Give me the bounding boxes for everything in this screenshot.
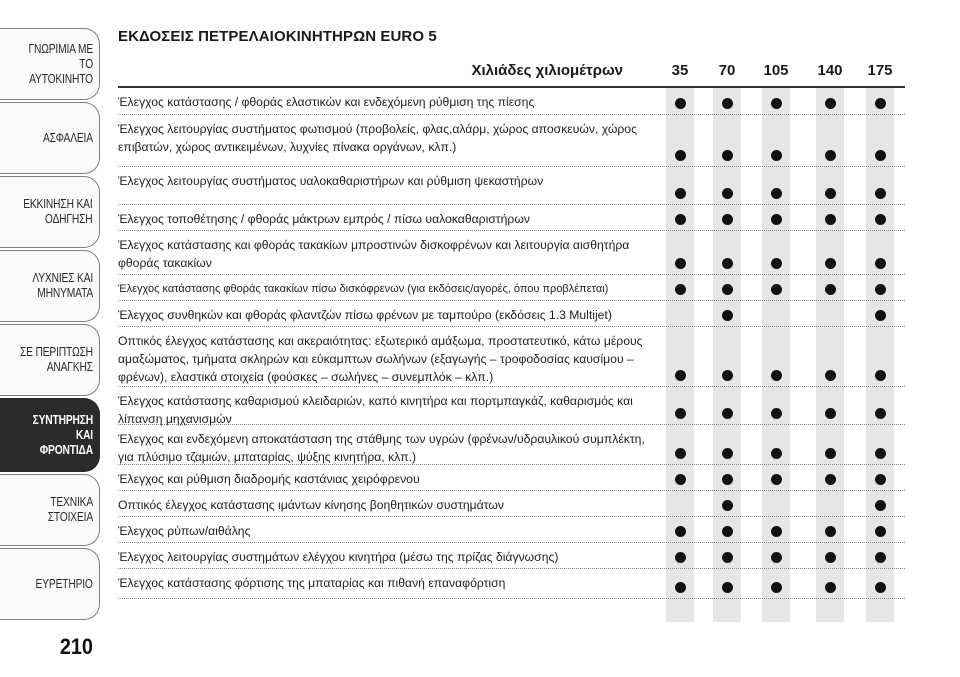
sidebar-tab-5[interactable] bbox=[0, 324, 100, 396]
check-dot-icon bbox=[825, 284, 836, 295]
table-row bbox=[118, 543, 905, 569]
row-description: Οπτικός έλεγχος κατάστασης και ακεραιότητας: εξωτερικό αμάξωμα, προστατευτικό, κάτω μέρους αμαξώματος, τμήματα σκληρών και εύκαμπτων σωλήνων (εξαγωγής – τροφοδοσίας καυσίμου – φρένων), ελαστικά στοιχεία (φούσκες – σωλήνες – συνεμπλόκ – κλπ.) bbox=[118, 334, 643, 384]
check-dot-icon bbox=[771, 98, 782, 109]
check-dot-icon bbox=[825, 188, 836, 199]
check-dot-icon bbox=[771, 258, 782, 269]
check-dot-icon bbox=[771, 370, 782, 381]
sidebar-tab-label: ΓΝΩΡΙΜΙΑ ΜΕ ΤΟ ΑΥΤΟΚΙΝΗΤΟ bbox=[28, 41, 93, 86]
check-dot-icon bbox=[722, 582, 733, 593]
table-row bbox=[118, 491, 905, 517]
check-dot-icon bbox=[722, 150, 733, 161]
check-dot-icon bbox=[675, 150, 686, 161]
row-description: Έλεγχος λειτουργίας συστήματος υαλοκαθαριστήρων και ρύθμιση ψεκαστήρων bbox=[118, 174, 544, 188]
check-dot-icon bbox=[825, 474, 836, 485]
check-dot-icon bbox=[722, 370, 733, 381]
check-dot-icon bbox=[675, 370, 686, 381]
maintenance-table bbox=[118, 88, 905, 599]
page-number: 210 bbox=[59, 634, 93, 659]
table-row bbox=[118, 115, 905, 167]
check-dot-icon bbox=[825, 214, 836, 225]
km-column-header: 35 bbox=[671, 62, 689, 79]
check-dot-icon bbox=[875, 188, 886, 199]
sidebar-tab-7[interactable] bbox=[0, 474, 100, 546]
check-dot-icon bbox=[675, 582, 686, 593]
sidebar-tab-label: ΑΣΦΑΛΕΙΑ bbox=[43, 130, 93, 145]
check-dot-icon bbox=[722, 500, 733, 511]
table-row bbox=[118, 517, 905, 543]
check-dot-icon bbox=[825, 552, 836, 563]
sidebar-tab-label: ΤΕΧΝΙΚΑ ΣΤΟΙΧΕΙΑ bbox=[47, 495, 93, 524]
check-dot-icon bbox=[771, 214, 782, 225]
sidebar-tab-1[interactable] bbox=[0, 28, 100, 100]
check-dot-icon bbox=[825, 150, 836, 161]
table-header bbox=[118, 56, 905, 88]
check-dot-icon bbox=[722, 526, 733, 537]
check-dot-icon bbox=[771, 188, 782, 199]
table-row bbox=[118, 465, 905, 491]
row-description: Έλεγχος κατάστασης και φθοράς τακακίων μπροστινών δισκοφρένων και λειτουργία αισθητήρα φθοράς τακακίων bbox=[118, 238, 630, 270]
row-description: Έλεγχος και ενδεχόμενη αποκατάσταση της στάθμης των υγρών (φρένων/υδραυλικού συμπλέκτη, για πλύσιμο τζαμιών, μπαταρίας, ψύξης κινητήρα, κλπ.) bbox=[118, 432, 645, 464]
check-dot-icon bbox=[875, 284, 886, 295]
sidebar-tab-2[interactable] bbox=[0, 102, 100, 174]
check-dot-icon bbox=[875, 214, 886, 225]
km-column-header: 175 bbox=[867, 62, 893, 79]
sidebar-tab-label: ΣΥΝΤΗΡΗΣΗ ΚΑΙ ΦΡΟΝΤΙΔΑ bbox=[32, 412, 93, 457]
check-dot-icon bbox=[722, 448, 733, 459]
check-dot-icon bbox=[722, 258, 733, 269]
row-description: Έλεγχος και ρύθμιση διαδρομής καστάνιας χειρόφρενου bbox=[118, 472, 420, 486]
check-dot-icon bbox=[675, 98, 686, 109]
check-dot-icon bbox=[875, 500, 886, 511]
check-dot-icon bbox=[675, 408, 686, 419]
km-header-label: Χιλιάδες χιλιομέτρων bbox=[471, 62, 623, 79]
check-dot-icon bbox=[825, 582, 836, 593]
check-dot-icon bbox=[875, 370, 886, 381]
sidebar-tab-4[interactable] bbox=[0, 250, 100, 322]
check-dot-icon bbox=[875, 98, 886, 109]
check-dot-icon bbox=[875, 408, 886, 419]
check-dot-icon bbox=[675, 526, 686, 537]
km-column-header: 70 bbox=[718, 62, 736, 79]
row-description: Έλεγχος ρύπων/αιθάλης bbox=[118, 524, 251, 538]
row-description: Έλεγχος συνθηκών και φθοράς φλαντζών πίσω φρένων με ταμπούρο (εκδόσεις 1.3 Multijet) bbox=[118, 308, 612, 322]
check-dot-icon bbox=[875, 150, 886, 161]
check-dot-icon bbox=[722, 188, 733, 199]
check-dot-icon bbox=[875, 474, 886, 485]
sidebar-tab-label: ΣΕ ΠΕΡΙΠΤΩΣΗ ΑΝΑΓΚΗΣ bbox=[20, 345, 93, 374]
check-dot-icon bbox=[771, 552, 782, 563]
check-dot-icon bbox=[771, 284, 782, 295]
check-dot-icon bbox=[675, 284, 686, 295]
table-row bbox=[118, 167, 905, 205]
table-row bbox=[118, 387, 905, 425]
check-dot-icon bbox=[771, 582, 782, 593]
check-dot-icon bbox=[875, 448, 886, 459]
sidebar-tab-label: ΛΥΧΝΙΕΣ ΚΑΙ ΜΗΝΥΜΑΤΑ bbox=[32, 271, 93, 300]
check-dot-icon bbox=[875, 526, 886, 537]
check-dot-icon bbox=[875, 310, 886, 321]
check-dot-icon bbox=[675, 552, 686, 563]
row-description: Έλεγχος κατάστασης φόρτισης της μπαταρίας και πιθανή επαναφόρτιση bbox=[118, 576, 506, 590]
page-title: ΕΚΔΟΣΕΙΣ ΠΕΤΡΕΛΑΙΟΚΙΝΗΤΗΡΩΝ EURO 5 bbox=[118, 28, 437, 45]
row-description: Οπτικός έλεγχος κατάστασης ιμάντων κίνησης βοηθητικών συστημάτων bbox=[118, 498, 504, 512]
check-dot-icon bbox=[825, 526, 836, 537]
check-dot-icon bbox=[771, 526, 782, 537]
check-dot-icon bbox=[675, 188, 686, 199]
table-row bbox=[118, 301, 905, 327]
sidebar-tab-label: ΕΚΚΙΝΗΣΗ ΚΑΙ ΟΔΗΓΗΣΗ bbox=[23, 197, 93, 226]
check-dot-icon bbox=[675, 214, 686, 225]
check-dot-icon bbox=[675, 448, 686, 459]
check-dot-icon bbox=[875, 258, 886, 269]
sidebar-tab-8[interactable] bbox=[0, 548, 100, 620]
check-dot-icon bbox=[825, 448, 836, 459]
km-column-header: 105 bbox=[763, 62, 789, 79]
table-row bbox=[118, 327, 905, 387]
check-dot-icon bbox=[722, 284, 733, 295]
sidebar-tab-3[interactable] bbox=[0, 176, 100, 248]
row-description: Έλεγχος λειτουργίας συστημάτων ελέγχου κινητήρα (μέσω της πρίζας διάγνωσης) bbox=[118, 550, 559, 564]
check-dot-icon bbox=[722, 310, 733, 321]
check-dot-icon bbox=[675, 474, 686, 485]
check-dot-icon bbox=[722, 474, 733, 485]
table-row bbox=[118, 425, 905, 465]
check-dot-icon bbox=[825, 258, 836, 269]
check-dot-icon bbox=[771, 408, 782, 419]
check-dot-icon bbox=[825, 408, 836, 419]
sidebar-tab-label: ΕΥΡΕΤΗΡΙΟ bbox=[35, 576, 93, 591]
check-dot-icon bbox=[722, 552, 733, 563]
check-dot-icon bbox=[771, 150, 782, 161]
check-dot-icon bbox=[825, 370, 836, 381]
check-dot-icon bbox=[875, 552, 886, 563]
km-column-header: 140 bbox=[817, 62, 843, 79]
check-dot-icon bbox=[875, 582, 886, 593]
check-dot-icon bbox=[771, 474, 782, 485]
sidebar-tab-6[interactable] bbox=[0, 398, 100, 472]
check-dot-icon bbox=[722, 408, 733, 419]
table-row bbox=[118, 88, 905, 115]
table-row bbox=[118, 231, 905, 275]
row-description: Έλεγχος λειτουργίας συστήματος φωτισμού (προβολείς, φλας,αλάρμ, χώρος αποσκευών, χώρος επιβατών, χώρος αντικειμένων, λυχνίες πίνακα οργάνων, κλπ.) bbox=[118, 122, 637, 154]
check-dot-icon bbox=[722, 214, 733, 225]
table-row bbox=[118, 569, 905, 599]
check-dot-icon bbox=[722, 98, 733, 109]
row-description: Έλεγχος κατάστασης / φθοράς ελαστικών και ενδεχόμενη ρύθμιση της πίεσης bbox=[118, 95, 535, 109]
row-description: Έλεγχος τοποθέτησης / φθοράς μάκτρων εμπρός / πίσω υαλοκαθαριστήρων bbox=[118, 212, 530, 226]
check-dot-icon bbox=[771, 448, 782, 459]
row-description: Έλεγχος κατάστασης φθοράς τακακίων πίσω δισκόφρενων (για εκδόσεις/αγορές, όπου προβλέπεται) bbox=[118, 283, 609, 295]
table-row bbox=[118, 275, 905, 301]
table-row bbox=[118, 205, 905, 231]
row-description: Έλεγχος κατάστασης καθαρισμού κλειδαριών, καπό κινητήρα και πορτμπαγκάζ, καθαρισμός και λίπανση μηχανισμών bbox=[118, 394, 633, 426]
check-dot-icon bbox=[825, 98, 836, 109]
check-dot-icon bbox=[675, 258, 686, 269]
